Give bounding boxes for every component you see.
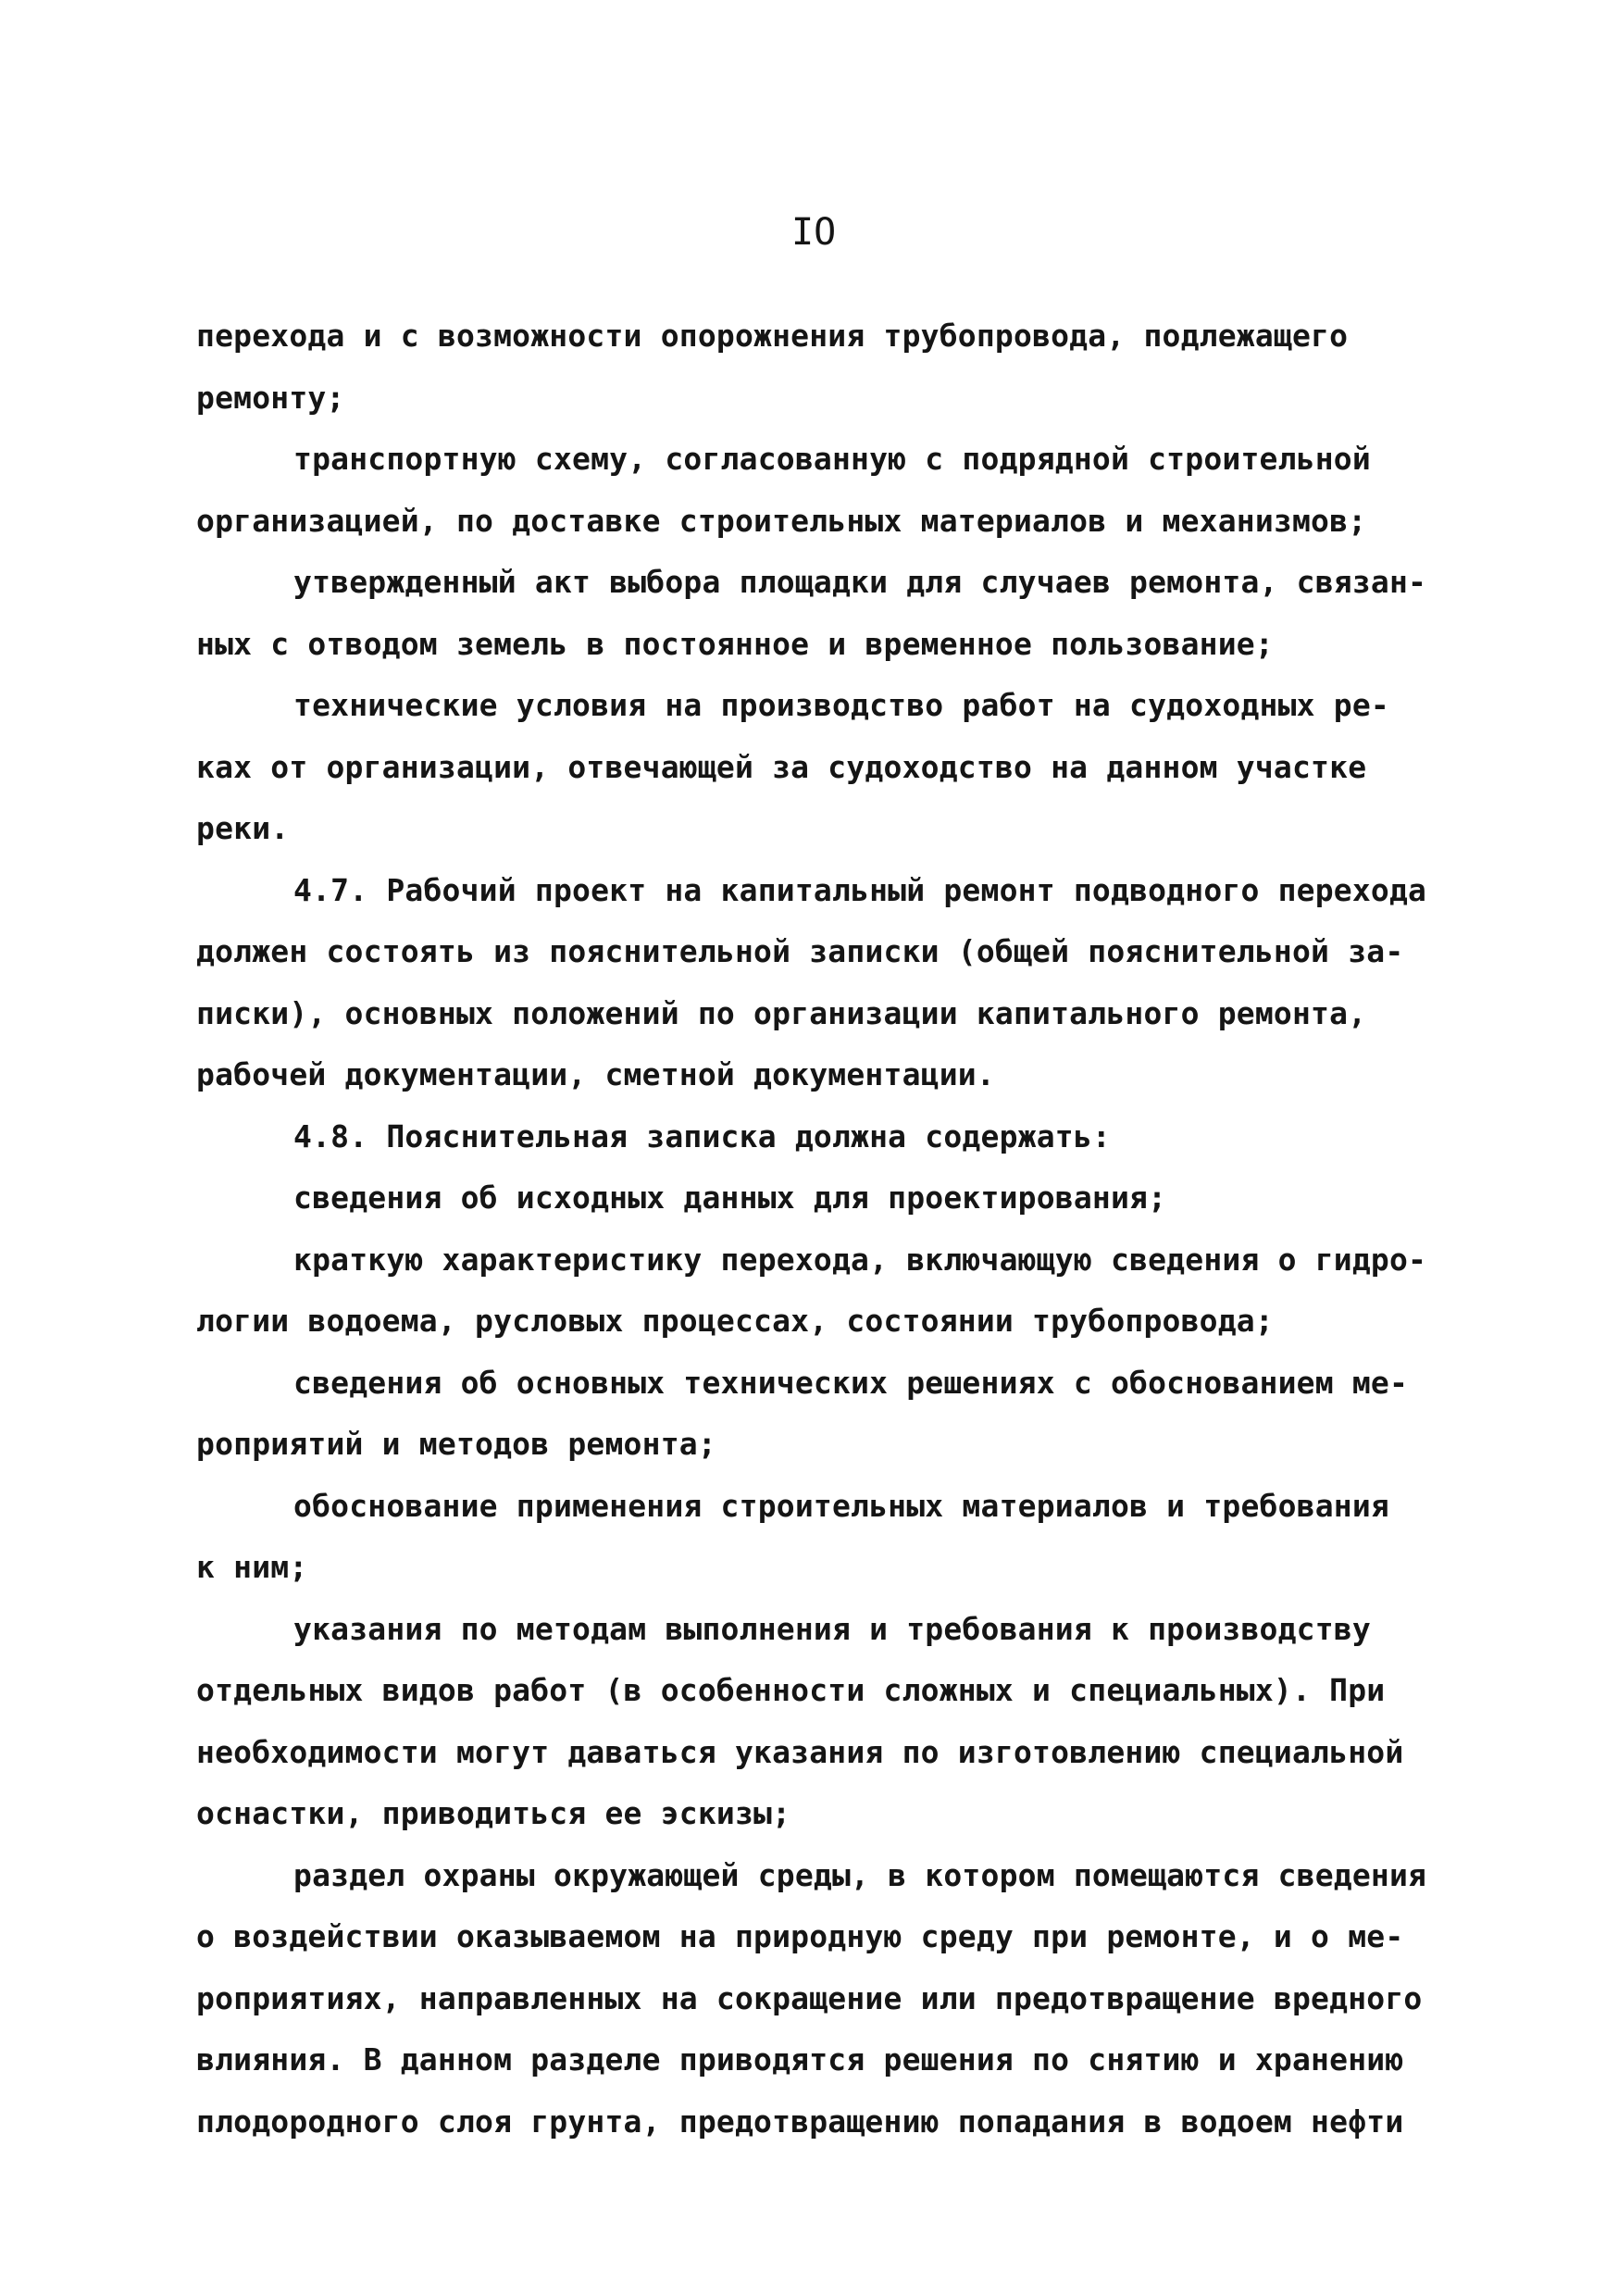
text-line: утвержденный акт выбора площадки для случаев ремонта, связан-: [293, 564, 1427, 600]
text-line: ремонту;: [196, 379, 345, 416]
text-line: ных с отводом земель в постоянное и временное пользование;: [196, 625, 1274, 662]
text-line: краткую характеристику перехода, включающую сведения о гидро-: [293, 1241, 1427, 1278]
text-line: рабочей документации, сметной документации.: [196, 1056, 995, 1092]
text-line: о воздействии оказываемом на природную среду при ремонте, и о ме-: [196, 1918, 1404, 1954]
text-line: логии водоема, русловых процессах, состоянии трубопровода;: [196, 1303, 1274, 1339]
text-line: роприятиях, направленных на сокращение или предотвращение вредного: [196, 1979, 1423, 2016]
text-line: реки.: [196, 810, 290, 846]
text-line: роприятий и методов ремонта;: [196, 1426, 716, 1462]
text-line: сведения об основных технических решениях с обоснованием ме-: [293, 1364, 1409, 1401]
text-line: обоснование применения строительных материалов и требования: [293, 1487, 1389, 1524]
page-number: IO: [791, 211, 837, 254]
text-line: необходимости могут даваться указания по изготовлению специальной: [196, 1733, 1404, 1770]
text-line: организацией, по доставке строительных материалов и механизмов;: [196, 502, 1367, 539]
text-line: 4.7. Рабочий проект на капитальный ремонт подводного перехода: [293, 871, 1427, 908]
text-line: технические условия на производство работ на судоходных ре-: [293, 687, 1389, 723]
text-line: к ним;: [196, 1549, 308, 1585]
text-line: раздел охраны окружающей среды, в котором помещаются сведения: [293, 1856, 1427, 1893]
text-line: плодородного слоя грунта, предотвращению попадания в водоем нефти: [196, 2103, 1404, 2140]
text-line: влияния. В данном разделе приводятся решения по снятию и хранению: [196, 2041, 1404, 2078]
text-line: транспортную схему, согласованную с подрядной строительной: [293, 441, 1371, 477]
text-line: перехода и с возможности опорожнения трубопровода, подлежащего: [196, 318, 1349, 354]
text-line: должен состоять из пояснительной записки (общей пояснительной за-: [196, 933, 1404, 969]
text-line: 4.8. Пояснительная записка должна содержать:: [293, 1117, 1111, 1154]
text-line: писки), основных положений по организации капитального ремонта,: [196, 994, 1367, 1031]
text-line: ках от организации, отвечающей за судоходство на данном участке: [196, 748, 1367, 785]
text-line: указания по методам выполнения и требования к производству: [293, 1610, 1371, 1647]
text-line: отдельных видов работ (в особенности сложных и специальных). При: [196, 1672, 1386, 1708]
text-line: сведения об исходных данных для проектирования;: [293, 1179, 1167, 1216]
text-line: оснастки, приводиться ее эскизы;: [196, 1795, 791, 1831]
body-text: [196, 306, 1437, 2152]
